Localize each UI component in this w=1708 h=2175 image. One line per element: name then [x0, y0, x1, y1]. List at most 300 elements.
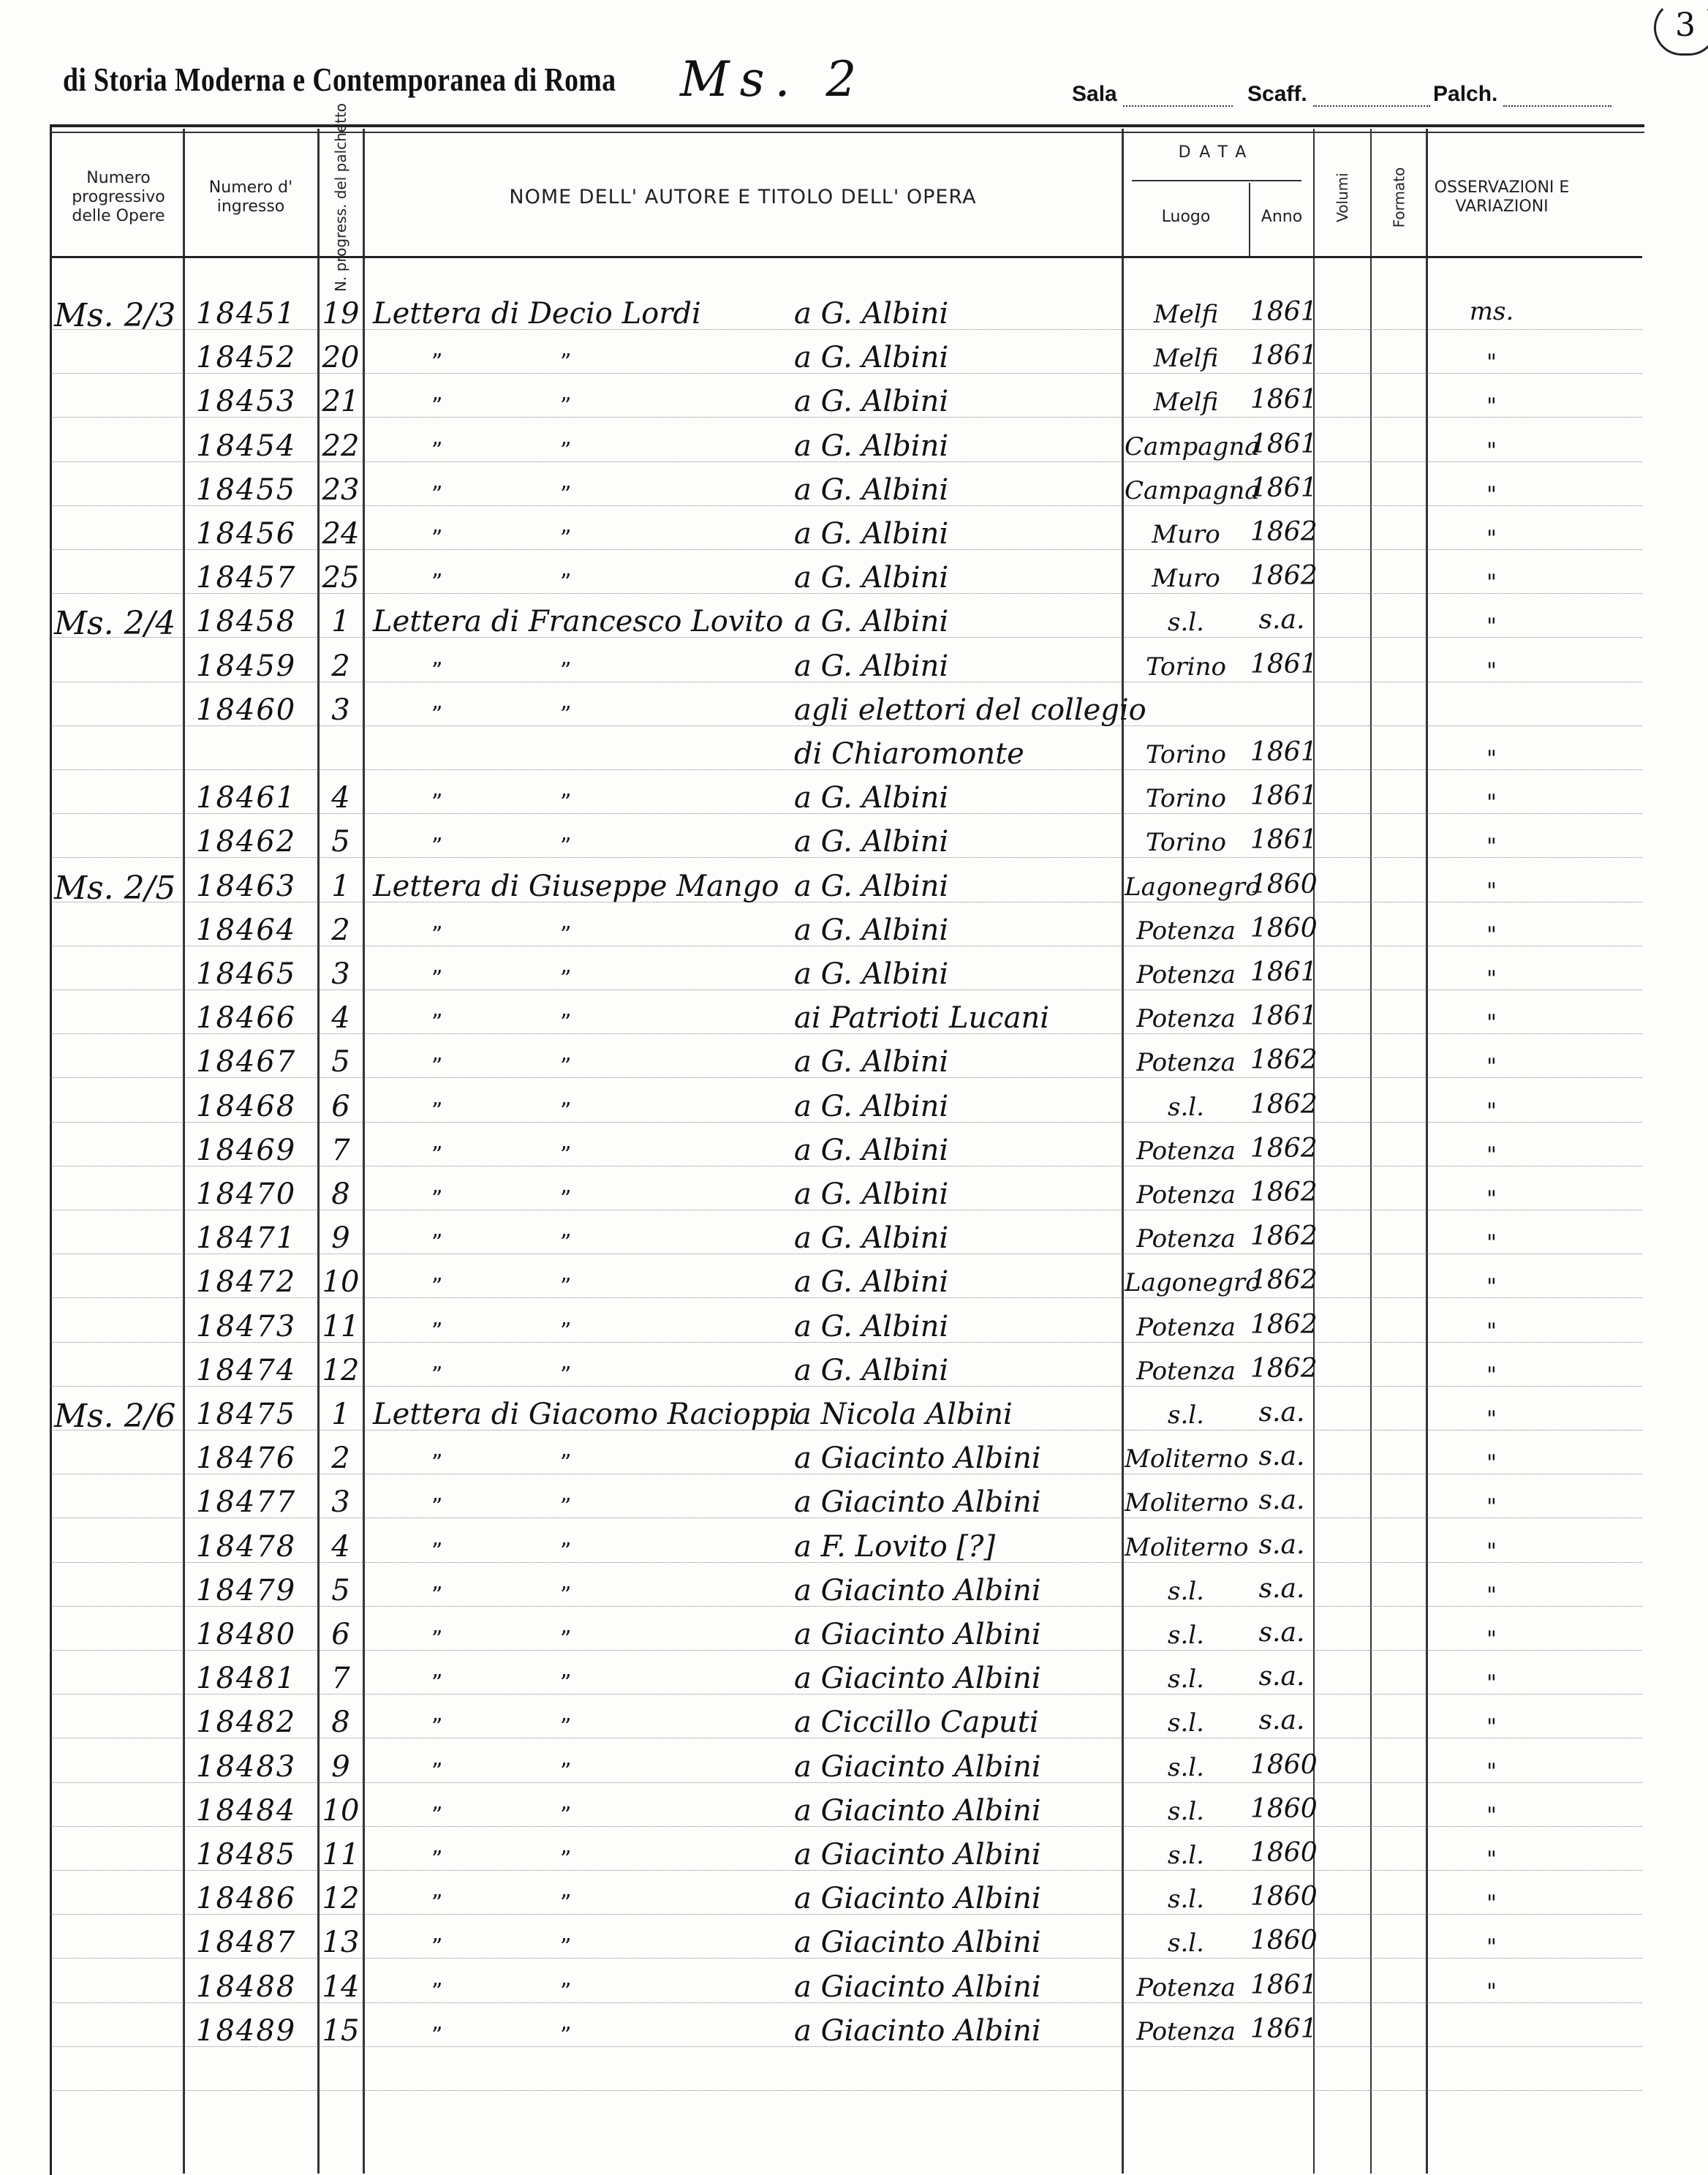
table-row — [0, 995, 1708, 1039]
shelf-progress: 3 — [331, 957, 350, 991]
place: s.l. — [1168, 1885, 1204, 1915]
ditto-mark: ” — [431, 790, 443, 816]
observation: " — [1486, 790, 1497, 816]
shelf-progress: 12 — [322, 1353, 360, 1387]
ditto-mark: ” — [560, 1626, 572, 1652]
ditto-mark: ” — [560, 526, 572, 551]
observation: " — [1486, 1450, 1497, 1477]
observation: " — [1486, 1714, 1497, 1741]
place: Potenza — [1136, 2016, 1236, 2046]
shelf-progress: 7 — [331, 1133, 350, 1167]
header-numero-progressivo: Numero progressivo delle Opere — [72, 169, 165, 225]
ditto-mark: ” — [431, 1714, 443, 1741]
year: 1862 — [1250, 1045, 1318, 1076]
ditto-mark: ” — [431, 1186, 443, 1212]
ditto-mark: ” — [560, 1098, 572, 1124]
ditto-mark: ” — [431, 1142, 443, 1168]
shelf-progress: 7 — [331, 1662, 350, 1696]
entry-number: 18472 — [196, 1265, 297, 1300]
data-rule — [1132, 180, 1301, 181]
entry-number: 18479 — [196, 1573, 297, 1607]
ditto-mark: ” — [431, 526, 443, 551]
observation: " — [1486, 1582, 1497, 1608]
place: s.l. — [1168, 1665, 1204, 1695]
place: Potenza — [1136, 1136, 1236, 1166]
ditto-mark: ” — [431, 1098, 443, 1124]
shelf-progress: 25 — [322, 561, 360, 595]
shelf-progress: 4 — [331, 781, 350, 815]
shelf-progress: 8 — [331, 1705, 350, 1740]
table-row — [0, 467, 1708, 511]
table-row — [0, 951, 1708, 995]
place: s.l. — [1168, 1841, 1204, 1870]
recipient: a Giacinto Albini — [794, 1793, 1041, 1828]
header-volumi-text: Volumi — [1333, 173, 1351, 222]
recipient: a Giacinto Albini — [794, 1485, 1041, 1520]
header-luogo: Luogo — [1161, 208, 1211, 226]
shelf-progress: 3 — [331, 1485, 350, 1520]
ditto-mark: ” — [431, 657, 443, 684]
observation: " — [1486, 437, 1497, 464]
recipient: a G. Albini — [794, 1265, 949, 1300]
year: 1861 — [1250, 781, 1318, 812]
entry-number: 18485 — [196, 1838, 297, 1871]
place: Potenza — [1136, 1356, 1236, 1386]
ditto-mark: ” — [560, 350, 572, 376]
entry-number: 18474 — [196, 1353, 297, 1387]
palch-field — [1433, 82, 1611, 107]
shelf-progress: 19 — [322, 297, 360, 331]
ditto-mark: ” — [560, 570, 572, 596]
table-row — [0, 599, 1708, 643]
observation: ms. — [1469, 297, 1514, 326]
recipient: a G. Albini — [794, 561, 949, 595]
place: s.l. — [1168, 608, 1204, 638]
ditto-mark: ” — [560, 1714, 572, 1741]
entry-number: 18476 — [196, 1441, 297, 1476]
shelf-progress: 14 — [322, 1969, 360, 2004]
ditto-mark: ” — [560, 1362, 572, 1388]
place: Potenza — [1136, 1180, 1236, 1210]
observation: " — [1486, 1494, 1497, 1520]
recipient: a G. Albini — [794, 341, 949, 375]
observation: " — [1486, 570, 1497, 596]
entry-number: 18451 — [196, 297, 297, 331]
observation: " — [1486, 1230, 1497, 1256]
entry-number: 18483 — [196, 1749, 297, 1784]
shelf-progress: 10 — [322, 1793, 360, 1828]
observation: " — [1486, 878, 1497, 904]
observation: " — [1486, 1847, 1497, 1872]
shelf-progress: 11 — [322, 1838, 360, 1871]
shelf-progress: 23 — [322, 472, 360, 507]
place: Potenza — [1136, 916, 1236, 946]
recipient: a G. Albini — [794, 429, 949, 463]
table-row — [0, 687, 1708, 731]
year: 1861 — [1250, 1001, 1318, 1032]
observation: " — [1486, 1891, 1497, 1917]
shelf-progress: 24 — [322, 517, 360, 551]
ditto-mark: ” — [431, 1758, 443, 1784]
observation: " — [1486, 1098, 1497, 1124]
row-rule — [51, 2090, 1642, 2091]
table-row — [0, 1128, 1708, 1172]
year: 1861 — [1250, 1969, 1318, 2000]
table-row — [0, 1744, 1708, 1788]
place: Muro — [1152, 564, 1220, 594]
recipient: a Giacinto Albini — [794, 1441, 1041, 1476]
place: Torino — [1145, 740, 1226, 769]
entry-number: 18489 — [196, 2013, 297, 2048]
recipient: a Giacinto Albini — [794, 2013, 1041, 2048]
header-rule — [51, 256, 1642, 258]
ditto-mark: ” — [560, 657, 572, 684]
place: Moliterno — [1125, 1532, 1249, 1562]
year: 1862 — [1250, 561, 1318, 592]
year: s.a. — [1258, 1529, 1305, 1560]
entry-number: 18477 — [196, 1485, 297, 1520]
entry-number: 18460 — [196, 693, 297, 727]
author-title: Lettera di Giuseppe Mango — [373, 869, 779, 903]
entry-number: 18486 — [196, 1882, 297, 1916]
place: s.l. — [1168, 1929, 1204, 1959]
ms-number: Ms. 2/3 — [54, 297, 176, 334]
place: Potenza — [1136, 960, 1236, 990]
year: 1862 — [1250, 1353, 1318, 1384]
place: Moliterno — [1125, 1488, 1249, 1518]
place: s.l. — [1168, 1708, 1204, 1738]
table-row — [0, 1612, 1708, 1656]
observation: " — [1486, 1626, 1497, 1652]
shelf-progress: 3 — [331, 693, 350, 727]
observation: " — [1486, 481, 1497, 508]
ditto-mark: ” — [560, 1802, 572, 1828]
entry-number: 18469 — [196, 1133, 297, 1167]
table-row — [0, 1524, 1708, 1568]
ditto-mark: ” — [560, 1054, 572, 1080]
recipient: a G. Albini — [794, 1177, 949, 1211]
ditto-mark: ” — [431, 570, 443, 596]
table-row — [0, 1876, 1708, 1920]
table-row — [0, 864, 1708, 908]
observation: " — [1486, 1406, 1497, 1432]
recipient: di Chiaromonte — [794, 737, 1024, 771]
shelf-progress: 6 — [331, 1618, 350, 1651]
year: 1860 — [1250, 1749, 1318, 1780]
entry-number: 18462 — [196, 825, 297, 859]
observation: " — [1486, 746, 1497, 772]
recipient: a G. Albini — [794, 913, 949, 947]
year: 1861 — [1250, 297, 1318, 327]
shelf-progress: 9 — [331, 1749, 350, 1784]
table-row — [0, 1920, 1708, 1964]
ditto-mark: ” — [560, 701, 572, 728]
table-row — [0, 908, 1708, 951]
entry-number: 18484 — [196, 1793, 297, 1828]
author-title: Lettera di Decio Lordi — [373, 297, 701, 331]
ditto-mark: ” — [431, 1802, 443, 1828]
scaff-label: Scaff. — [1247, 82, 1307, 106]
entry-number: 18468 — [196, 1089, 297, 1123]
entry-number: 18458 — [196, 605, 297, 639]
recipient: a G. Albini — [794, 297, 949, 331]
observation: " — [1486, 834, 1497, 860]
ditto-mark: ” — [560, 966, 572, 992]
observation: " — [1486, 393, 1497, 420]
place: Lagonegro — [1125, 1268, 1261, 1298]
shelf-progress: 6 — [331, 1089, 350, 1123]
ditto-mark: ” — [560, 1494, 572, 1520]
place: Campagna — [1125, 475, 1260, 505]
author-title: Lettera di Giacomo Racioppi — [373, 1398, 798, 1431]
table-row — [0, 555, 1708, 599]
ditto-mark: ” — [560, 1010, 572, 1036]
place: s.l. — [1168, 1576, 1204, 1606]
recipient: a Ciccillo Caputi — [794, 1705, 1039, 1740]
observation: " — [1486, 1758, 1497, 1784]
year: 1861 — [1250, 341, 1318, 372]
place: Torino — [1145, 828, 1226, 858]
ditto-mark: ” — [560, 1847, 572, 1872]
observation: " — [1486, 1142, 1497, 1168]
year: 1860 — [1250, 1926, 1318, 1956]
recipient: a G. Albini — [794, 781, 949, 815]
entry-number: 18488 — [196, 1969, 297, 2004]
recipient: a Giacinto Albini — [794, 1969, 1041, 2004]
table-row — [0, 1392, 1708, 1436]
year: 1860 — [1250, 913, 1318, 943]
header-data: DATA — [1178, 143, 1255, 162]
shelf-progress: 13 — [322, 1926, 360, 1960]
header-osservazioni: OSSERVAZIONI E VARIAZIONI — [1434, 178, 1570, 216]
entry-number: 18459 — [196, 649, 297, 683]
year: 1862 — [1250, 1177, 1318, 1207]
entry-number: 18466 — [196, 1001, 297, 1036]
recipient: a G. Albini — [794, 1089, 949, 1123]
table-row — [0, 511, 1708, 555]
recipient: a Giacinto Albini — [794, 1838, 1041, 1871]
ditto-mark: ” — [560, 1186, 572, 1212]
entry-number: 18465 — [196, 957, 297, 991]
entry-number: 18475 — [196, 1398, 297, 1431]
recipient: a G. Albini — [794, 825, 949, 859]
observation: " — [1486, 1274, 1497, 1300]
ditto-mark: ” — [560, 921, 572, 948]
place: Melfi — [1153, 388, 1219, 418]
ditto-mark: ” — [560, 1142, 572, 1168]
place: Potenza — [1136, 1224, 1236, 1254]
recipient: a Nicola Albini — [794, 1398, 1013, 1431]
ditto-mark: ” — [560, 1274, 572, 1300]
observation: " — [1486, 921, 1497, 948]
ditto-mark: ” — [560, 437, 572, 464]
year: 1861 — [1250, 649, 1318, 679]
shelf-progress: 12 — [322, 1882, 360, 1916]
recipient: ai Patrioti Lucani — [794, 1001, 1050, 1036]
year: 1861 — [1250, 472, 1318, 503]
observation: " — [1486, 1978, 1497, 2005]
ditto-mark: ” — [431, 1891, 443, 1917]
entry-number: 18464 — [196, 913, 297, 947]
year: 1860 — [1250, 1793, 1318, 1824]
ditto-mark: ” — [431, 1318, 443, 1344]
ditto-mark: ” — [431, 701, 443, 728]
recipient: a Giacinto Albini — [794, 1749, 1041, 1784]
ditto-mark: ” — [431, 1934, 443, 1961]
page-number: 3 — [1654, 0, 1708, 56]
ms-number: Ms. 2/6 — [54, 1398, 176, 1435]
place: Torino — [1145, 652, 1226, 682]
shelf-progress: 10 — [322, 1265, 360, 1300]
observation: " — [1486, 1670, 1497, 1697]
table-row — [0, 379, 1708, 423]
header-n-progress-text: N. progress. del palchetto — [332, 102, 350, 293]
entry-number: 18452 — [196, 341, 297, 375]
entry-number: 18454 — [196, 429, 297, 463]
entry-number: 18478 — [196, 1529, 297, 1564]
place: s.l. — [1168, 1401, 1204, 1430]
author-title: Lettera di Francesco Lovito — [373, 605, 784, 639]
year: s.a. — [1258, 605, 1305, 636]
observation: " — [1486, 966, 1497, 992]
ditto-mark: ” — [431, 1450, 443, 1477]
recipient: a G. Albini — [794, 472, 949, 507]
year: s.a. — [1258, 1618, 1305, 1648]
year: 1862 — [1250, 1309, 1318, 1340]
place: Campagna — [1125, 431, 1260, 461]
observation: " — [1486, 1010, 1497, 1036]
place: Potenza — [1136, 1312, 1236, 1342]
observation: " — [1486, 614, 1497, 640]
ditto-mark: ” — [560, 1230, 572, 1256]
entry-number: 18463 — [196, 869, 297, 903]
shelf-progress: 2 — [331, 913, 350, 947]
header-numero-ingresso: Numero d' ingresso — [208, 178, 293, 216]
observation: " — [1486, 1538, 1497, 1564]
table-row — [0, 1656, 1708, 1700]
table-row — [0, 1436, 1708, 1479]
ditto-mark: ” — [431, 1494, 443, 1520]
table-row — [0, 1568, 1708, 1612]
table-row — [0, 1259, 1708, 1303]
recipient: a G. Albini — [794, 649, 949, 683]
year: 1861 — [1250, 957, 1318, 987]
palch-label: Palch. — [1433, 82, 1498, 106]
shelf-progress: 5 — [331, 1573, 350, 1607]
ditto-mark: ” — [560, 1891, 572, 1917]
year: 1860 — [1250, 1838, 1318, 1868]
shelf-progress: 2 — [331, 1441, 350, 1476]
place: s.l. — [1168, 1092, 1204, 1122]
table-row — [0, 1039, 1708, 1083]
ditto-mark: ” — [431, 393, 443, 420]
table-row — [0, 1215, 1708, 1259]
year: 1860 — [1250, 869, 1318, 900]
recipient: a G. Albini — [794, 1045, 949, 1079]
header-formato-text: Formato — [1390, 167, 1407, 228]
recipient: a Giacinto Albini — [794, 1573, 1041, 1607]
ditto-mark: ” — [431, 481, 443, 508]
observation: " — [1486, 1934, 1497, 1961]
place: s.l. — [1168, 1621, 1204, 1650]
year: 1861 — [1250, 2013, 1318, 2044]
header-n-progress — [319, 102, 363, 293]
recipient: a G. Albini — [794, 385, 949, 419]
ditto-mark: ” — [560, 1318, 572, 1344]
ditto-mark: ” — [560, 790, 572, 816]
year: s.a. — [1258, 1398, 1305, 1428]
recipient: a G. Albini — [794, 605, 949, 639]
observation: " — [1486, 526, 1497, 551]
year: 1860 — [1250, 1882, 1318, 1912]
shelf-progress: 22 — [322, 429, 360, 463]
table-row — [0, 1172, 1708, 1215]
ditto-mark: ” — [431, 1538, 443, 1564]
table-row — [0, 819, 1708, 863]
ditto-mark: ” — [431, 350, 443, 376]
year: 1862 — [1250, 1221, 1318, 1252]
year: 1861 — [1250, 825, 1318, 856]
recipient: a G. Albini — [794, 1309, 949, 1343]
ditto-mark: ” — [560, 1758, 572, 1784]
ms-number: Ms. 2/5 — [54, 869, 176, 907]
ditto-mark: ” — [431, 1054, 443, 1080]
ditto-mark: ” — [431, 1010, 443, 1036]
recipient: a G. Albini — [794, 1353, 949, 1387]
observation: " — [1486, 1186, 1497, 1212]
place: Potenza — [1136, 1004, 1236, 1034]
year: s.a. — [1258, 1662, 1305, 1692]
shelf-progress: 21 — [322, 385, 360, 419]
ditto-mark: ” — [560, 1934, 572, 1961]
entry-number: 18473 — [196, 1309, 297, 1343]
entry-number: 18457 — [196, 561, 297, 595]
ditto-mark: ” — [431, 966, 443, 992]
place: Moliterno — [1125, 1444, 1249, 1474]
ditto-mark: ” — [431, 921, 443, 948]
table-row — [0, 2008, 1708, 2052]
ditto-mark: ” — [431, 1670, 443, 1697]
observation: " — [1486, 1362, 1497, 1388]
ditto-mark: ” — [560, 1978, 572, 2005]
entry-number: 18471 — [196, 1221, 297, 1256]
ms-number: Ms. 2/4 — [54, 605, 176, 643]
table-row — [0, 1304, 1708, 1348]
ditto-mark: ” — [431, 834, 443, 860]
recipient: a G. Albini — [794, 517, 949, 551]
recipient: a G. Albini — [794, 957, 949, 991]
manuscript-heading: Ms. 2 — [680, 51, 867, 108]
header-anno: Anno — [1261, 208, 1303, 226]
shelf-progress: 2 — [331, 649, 350, 683]
observation: " — [1486, 350, 1497, 376]
recipient: a Giacinto Albini — [794, 1926, 1041, 1960]
place: Melfi — [1153, 300, 1219, 329]
shelf-progress: 4 — [331, 1529, 350, 1564]
place: Potenza — [1136, 1972, 1236, 2002]
recipient: a G. Albini — [794, 1133, 949, 1167]
institution-title: di Storia Moderna e Contemporanea di Roma — [63, 61, 616, 98]
header-nome: NOME DELL' AUTORE E TITOLO DELL' OPERA — [509, 186, 977, 208]
scaff-field — [1247, 82, 1430, 107]
shelf-progress: 11 — [322, 1309, 360, 1343]
year: s.a. — [1258, 1485, 1305, 1516]
ditto-mark: ” — [560, 393, 572, 420]
ditto-mark: ” — [431, 1847, 443, 1872]
ditto-mark: ” — [431, 2022, 443, 2048]
entry-number: 18453 — [196, 385, 297, 419]
table-row — [0, 1479, 1708, 1523]
